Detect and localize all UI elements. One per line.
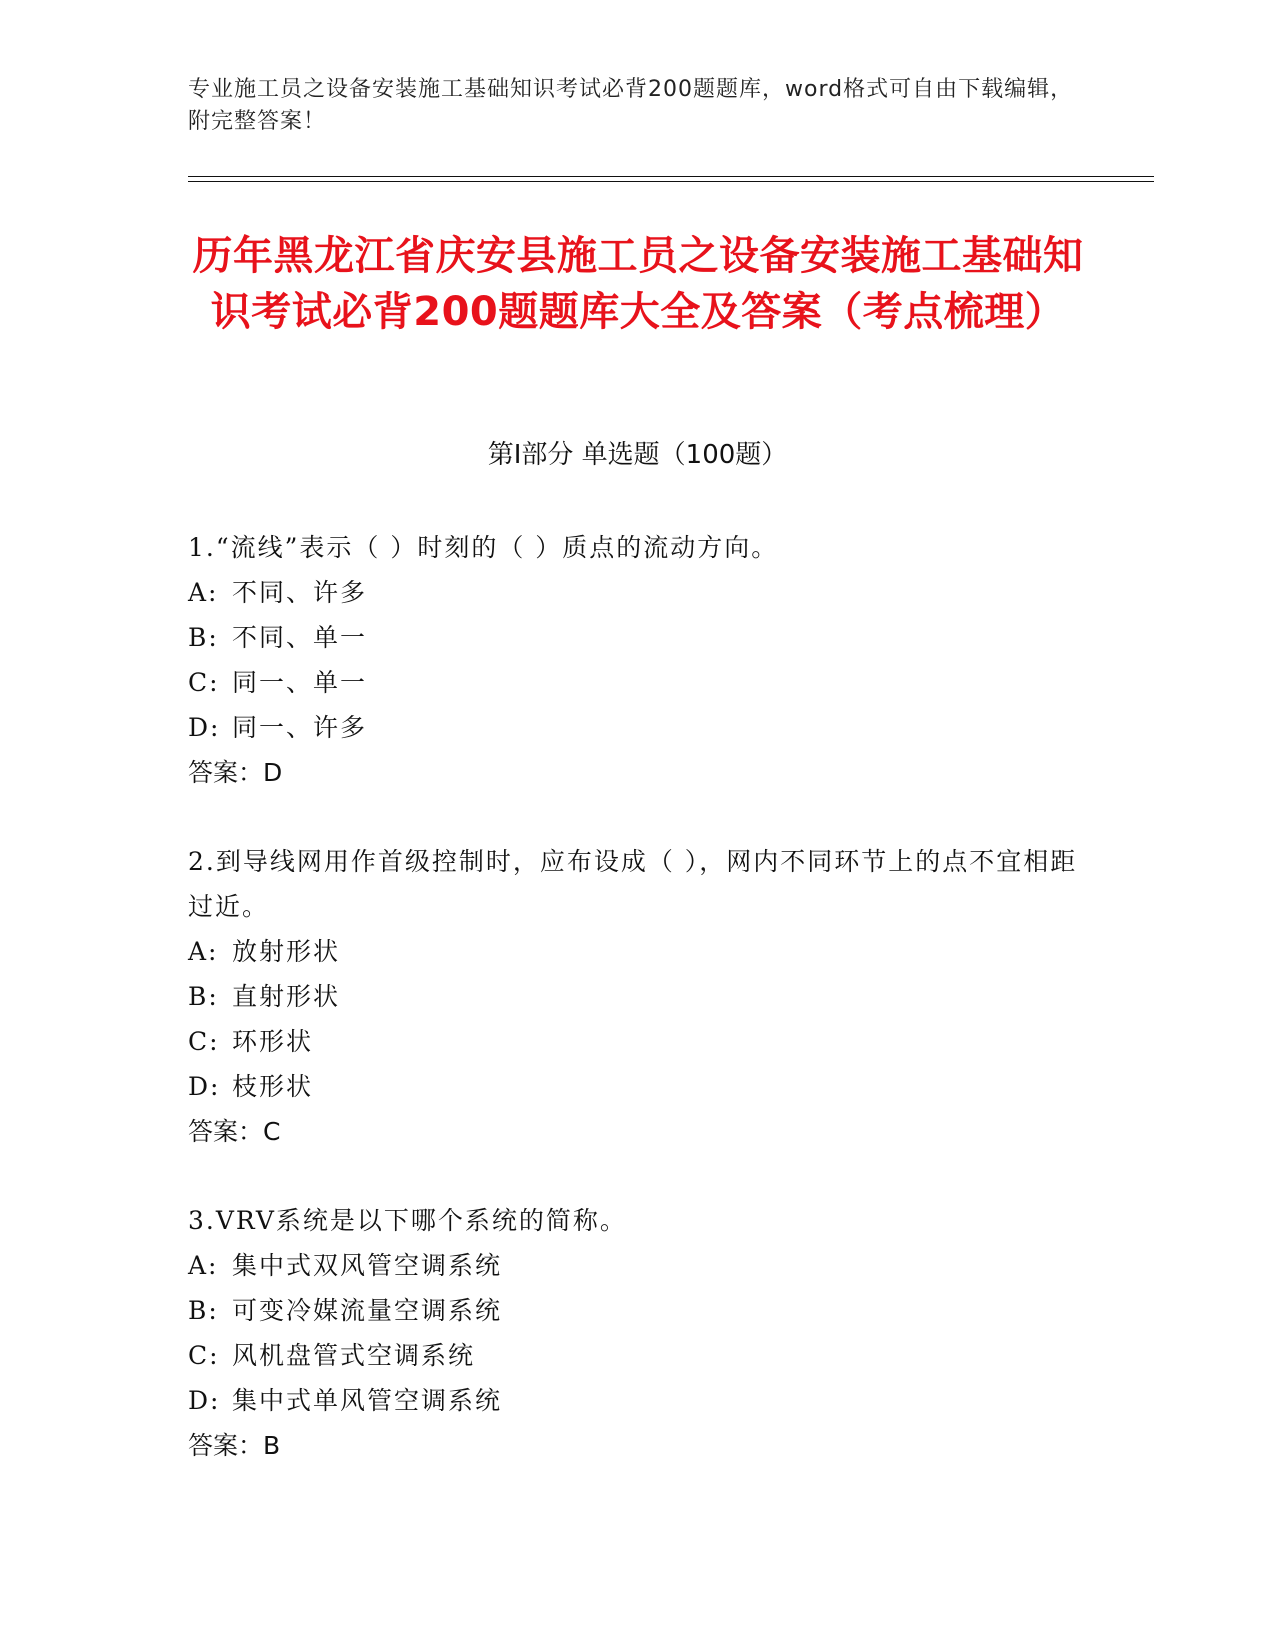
question-option	[188, 974, 1088, 1019]
header-divider-bottom	[188, 181, 1154, 182]
question-item	[188, 1198, 1088, 1468]
question-option	[188, 1378, 1088, 1423]
option-letter: C:	[188, 668, 220, 697]
question-option	[188, 570, 1088, 615]
question-option	[188, 615, 1088, 660]
option-letter: B:	[188, 982, 219, 1011]
question-option	[188, 1333, 1088, 1378]
header-divider-top	[188, 176, 1154, 177]
option-letter: C:	[188, 1341, 220, 1370]
option-letter: D:	[188, 1386, 221, 1415]
option-letter: C:	[188, 1027, 220, 1056]
option-text: 枝形状	[232, 1072, 314, 1101]
option-text: 环形状	[232, 1027, 314, 1056]
option-letter: B:	[188, 1296, 219, 1325]
option-text: 不同、许多	[232, 578, 368, 607]
question-option	[188, 929, 1088, 974]
option-letter: A:	[188, 937, 219, 966]
question-list	[188, 525, 1088, 1512]
question-stem: 1.“流线”表示（ ）时刻的（ ）质点的流动方向。	[188, 533, 779, 562]
question-option	[188, 705, 1088, 750]
question-item	[188, 525, 1088, 795]
option-text: 可变冷媒流量空调系统	[232, 1296, 503, 1325]
option-letter: A:	[188, 578, 219, 607]
option-text: 直射形状	[232, 982, 341, 1011]
option-text: 集中式单风管空调系统	[232, 1386, 503, 1415]
option-text: 同一、单一	[232, 668, 368, 697]
option-text: 同一、许多	[232, 713, 368, 742]
question-item	[188, 839, 1088, 1154]
question-answer: 答案：B	[188, 1431, 281, 1460]
option-text: 放射形状	[232, 937, 341, 966]
option-letter: D:	[188, 713, 221, 742]
option-letter: B:	[188, 623, 219, 652]
question-answer: 答案：D	[188, 758, 283, 787]
option-letter: D:	[188, 1072, 221, 1101]
option-text: 不同、单一	[232, 623, 368, 652]
question-stem: 2.到导线网用作首级控制时，应布设成（ ），网内不同环节上的点不宜相距过近。	[188, 847, 1078, 921]
question-option	[188, 1243, 1088, 1288]
question-stem: 3.VRV系统是以下哪个系统的简称。	[188, 1206, 627, 1235]
question-answer: 答案：C	[188, 1117, 281, 1146]
question-option	[188, 1288, 1088, 1333]
question-option	[188, 1019, 1088, 1064]
document-title: 历年黑龙江省庆安县施工员之设备安装施工基础知识考试必背200题题库大全及答案（考点梳理）	[192, 233, 1084, 335]
question-option	[188, 660, 1088, 705]
option-text: 风机盘管式空调系统	[232, 1341, 476, 1370]
option-letter: A:	[188, 1251, 219, 1280]
option-text: 集中式双风管空调系统	[232, 1251, 503, 1280]
header-note: 专业施工员之设备安装施工基础知识考试必背200题题库，word格式可自由下载编辑，附完整答案！	[188, 77, 1074, 134]
section-heading: 第Ⅰ部分 单选题（100题）	[487, 440, 788, 470]
question-option	[188, 1064, 1088, 1109]
